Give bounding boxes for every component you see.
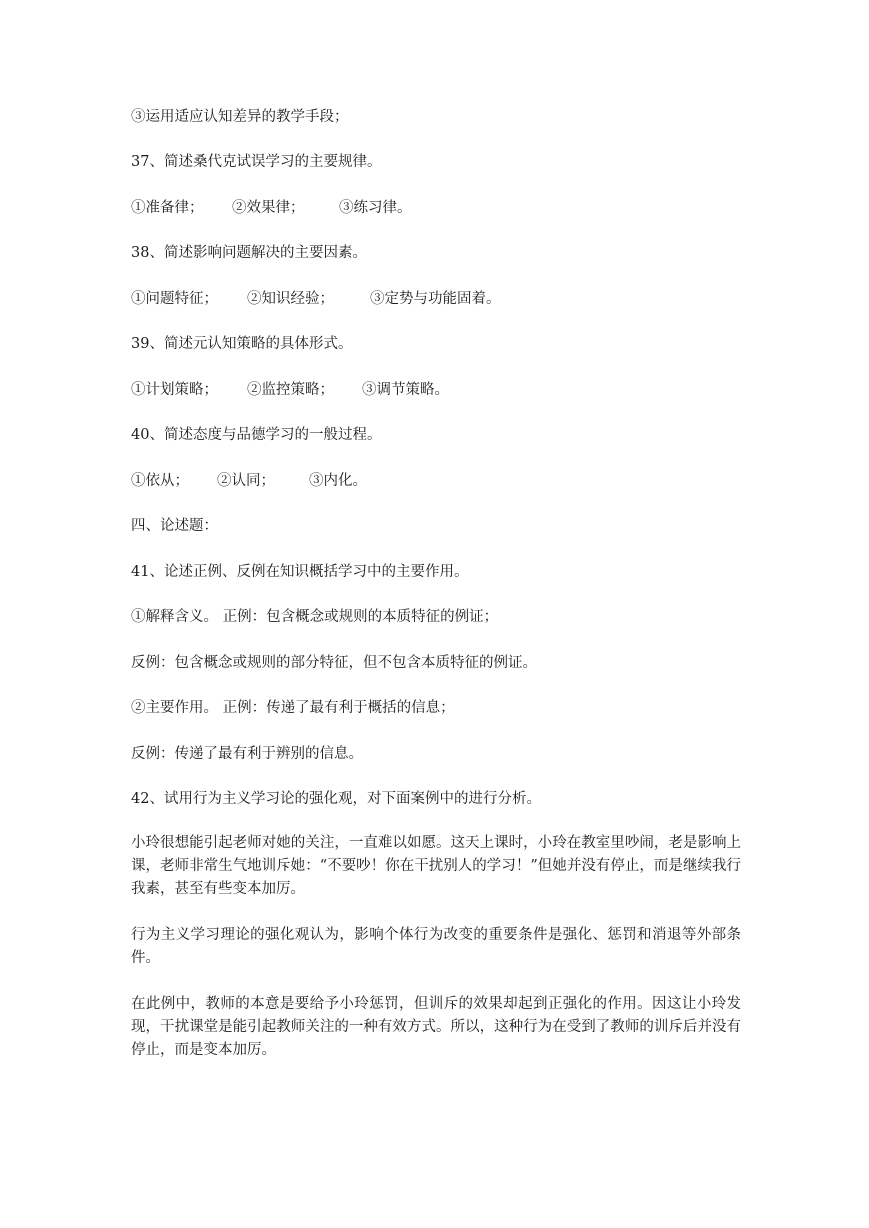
answer-38 <box>131 289 501 309</box>
answer-39-item-2: ②监控策略； <box>247 382 334 398</box>
answer-37-item-2: ②效果律； <box>232 200 305 216</box>
theory-paragraph: 行为主义学习理论的强化观认为，影响个体行为改变的重要条件是强化、惩罚和消退等外部条件。 <box>131 927 741 966</box>
answer-39-item-1: ①计划策略； <box>131 382 218 398</box>
answer-40-item-2: ②认同； <box>217 473 275 489</box>
question-40: 40、简述态度与品德学习的一般过程。 <box>131 427 382 443</box>
analysis-paragraph: 在此例中，教师的本意是要给予小玲惩罚，但训斥的效果却起到正强化的作用。因这让小玲发现，干扰课堂是能引起教师关注的一种有效方式。所以，这种行为在受到了教师的训斥后并没有停止，而是变本加厉。 <box>131 996 741 1058</box>
case-paragraph: 小玲很想能引起老师对她的关注，一直难以如愿。这天上课时，小玲在教室里吵闹，老是影响上课，老师非常生气地训斥她：“不要吵！你在干扰别人的学习！”但她并没有停止，而是继续我行我素，甚至有些变本加厉。 <box>131 835 741 897</box>
answer-40-item-1: ①依从； <box>131 473 189 489</box>
question-38: 38、简述影响问题解决的主要因素。 <box>131 245 367 261</box>
answer-38-item-1: ①问题特征； <box>131 291 218 307</box>
question-42: 42、试用行为主义学习论的强化观，对下面案例中的进行分析。 <box>131 791 541 807</box>
question-41: 41、论述正例、反例在知识概括学习中的主要作用。 <box>131 564 469 580</box>
answer-37-item-1: ①准备律； <box>131 200 204 216</box>
section-heading: 四、论述题： <box>131 518 218 534</box>
answer-41-line-3: ②主要作用。 正例：传递了最有利于概括的信息； <box>131 700 455 716</box>
question-37: 37、简述桑代克试误学习的主要规律。 <box>131 154 382 170</box>
answer-38-item-2: ②知识经验； <box>247 291 334 307</box>
answer-39-item-3: ③调节策略。 <box>362 382 449 398</box>
answer-40-item-3: ③内化。 <box>309 473 367 489</box>
answer-41-line-1: ①解释含义。 正例：包含概念或规则的本质特征的例证； <box>131 609 499 625</box>
answer-39 <box>131 380 449 400</box>
answer-36-item-3: ③运用适应认知差异的教学手段； <box>131 109 349 125</box>
question-39: 39、简述元认知策略的具体形式。 <box>131 336 353 352</box>
answer-37 <box>131 198 412 218</box>
answer-41-line-2: 反例：包含概念或规则的部分特征，但不包含本质特征的例证。 <box>131 655 537 671</box>
answer-37-item-3: ③练习律。 <box>339 200 412 216</box>
answer-41-line-4: 反例：传递了最有利于辨别的信息。 <box>131 746 363 762</box>
answer-38-item-3: ③定势与功能固着。 <box>370 291 501 307</box>
answer-40 <box>131 471 367 491</box>
